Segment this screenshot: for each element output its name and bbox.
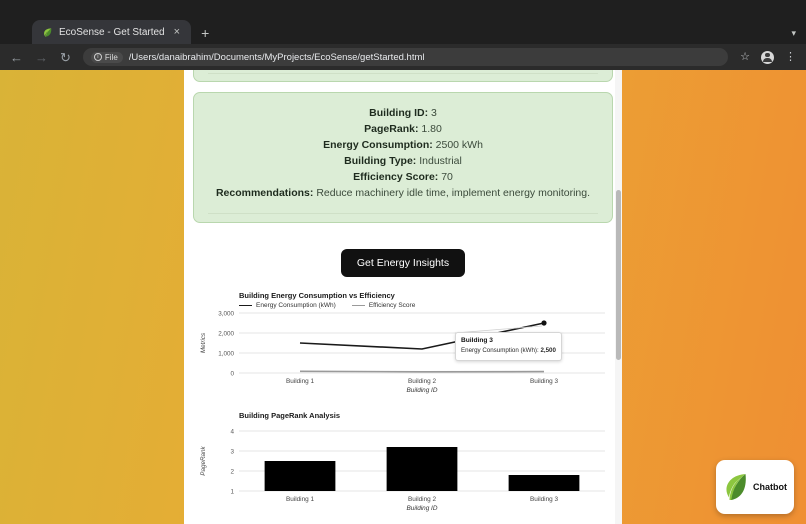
svg-text:4: 4	[230, 428, 234, 436]
svg-text:Building ID: Building ID	[406, 387, 438, 394]
svg-text:1,000: 1,000	[218, 350, 234, 358]
page-content-panel	[184, 70, 622, 524]
info-label: Recommendations:	[215, 187, 314, 199]
line-chart-title: Building Energy Consumption vs Efficiency	[239, 291, 395, 300]
browser-toolbar	[0, 44, 806, 70]
info-value: Reduce machinery idle time, implement energy monitoring.	[316, 187, 591, 199]
page-viewport	[0, 70, 806, 524]
info-label: Efficiency Score:	[353, 171, 439, 183]
building-info-card	[193, 92, 613, 223]
svg-text:Building 2: Building 2	[407, 496, 437, 503]
building-info-rows	[194, 93, 612, 205]
new-tab-button[interactable]: +	[201, 25, 210, 41]
pagerank-analysis-chart	[193, 411, 613, 516]
tab-ecosense-get-started[interactable]	[32, 20, 191, 44]
address-bar[interactable]	[83, 48, 728, 66]
svg-text:Building 3: Building 3	[529, 378, 559, 385]
legend-swatch-icon	[239, 305, 252, 307]
info-label: Building Type:	[344, 155, 417, 167]
legend-item-efficiency-score	[352, 302, 415, 309]
info-row-building-type	[208, 153, 598, 169]
tab-strip	[0, 18, 806, 44]
info-label: Building ID:	[369, 107, 429, 119]
legend-label: Energy Consumption (kWh)	[256, 302, 336, 309]
chatbot-label: Chatbot	[753, 482, 787, 492]
bar-chart-plot	[193, 411, 613, 516]
chatbot-widget[interactable]	[716, 460, 794, 514]
svg-text:Building 1: Building 1	[285, 496, 315, 503]
svg-text:1: 1	[230, 488, 234, 496]
info-row-efficiency-score	[208, 169, 598, 185]
svg-text:3,000: 3,000	[218, 310, 234, 318]
info-value: 2500 kWh	[435, 139, 483, 151]
info-row-pagerank	[208, 121, 598, 137]
svg-text:Building 3: Building 3	[529, 496, 559, 503]
info-value: Industrial	[419, 155, 462, 167]
info-value: 1.80	[421, 123, 442, 135]
bookmark-star-icon[interactable]: ☆	[740, 50, 750, 63]
leaf-icon	[723, 470, 749, 504]
svg-text:3: 3	[230, 448, 234, 456]
info-label: Energy Consumption:	[323, 139, 433, 151]
info-icon: i	[94, 53, 102, 61]
reload-button[interactable]: ↻	[60, 49, 71, 65]
tooltip-row	[461, 346, 556, 356]
info-row-building-id	[208, 105, 598, 121]
svg-text:2,000: 2,000	[218, 330, 234, 338]
profile-avatar-icon[interactable]	[761, 51, 774, 64]
bar-chart-title: Building PageRank Analysis	[239, 411, 340, 420]
info-value: 3	[430, 107, 437, 119]
legend-item-energy-consumption	[239, 302, 336, 309]
get-energy-insights-button[interactable]: Get Energy Insights	[341, 249, 465, 277]
forward-button[interactable]: →	[35, 49, 48, 65]
toolbar-actions	[740, 51, 796, 64]
svg-text:Building ID: Building ID	[406, 505, 438, 512]
svg-text:PageRank: PageRank	[200, 446, 207, 476]
tab-close-icon[interactable]: ×	[173, 25, 181, 38]
file-scheme-label: File	[104, 52, 118, 62]
tab-search-chevron-down-icon[interactable]: ▾	[791, 28, 796, 38]
tooltip-label: Energy Consumption (kWh):	[461, 347, 541, 354]
tooltip-value: 2,500	[540, 347, 556, 354]
page-scrollbar-thumb[interactable]	[616, 190, 621, 360]
svg-text:Metrics: Metrics	[200, 332, 207, 354]
file-scheme-chip	[91, 52, 123, 63]
window-titlebar	[0, 0, 806, 18]
tab-title: EcoSense - Get Started	[59, 26, 165, 38]
tooltip-title: Building 3	[461, 337, 493, 344]
svg-text:Building 1: Building 1	[285, 378, 315, 385]
svg-text:0: 0	[230, 370, 234, 378]
legend-label: Efficiency Score	[368, 302, 416, 309]
svg-text:2: 2	[230, 468, 234, 476]
svg-text:Building 2: Building 2	[407, 378, 437, 385]
back-button[interactable]: ←	[10, 49, 23, 65]
page-scrollbar-track[interactable]	[615, 70, 622, 524]
info-row-recommendations	[208, 185, 598, 201]
card-divider	[208, 73, 598, 74]
chart-tooltip	[455, 332, 562, 361]
menu-kebab-icon[interactable]: ⋮	[785, 50, 796, 63]
legend-swatch-icon	[352, 305, 365, 307]
line-chart-legend	[239, 302, 415, 309]
address-bar-url: /Users/danaibrahim/Documents/MyProjects/EcoSense/getStarted.html	[128, 51, 425, 63]
info-label: PageRank:	[364, 123, 419, 135]
info-row-energy-consumption	[208, 137, 598, 153]
insights-button-row	[193, 233, 613, 291]
info-value: 70	[441, 171, 453, 183]
energy-vs-efficiency-chart	[193, 291, 613, 403]
previous-building-card	[193, 70, 613, 82]
leaf-favicon-icon	[42, 27, 53, 38]
